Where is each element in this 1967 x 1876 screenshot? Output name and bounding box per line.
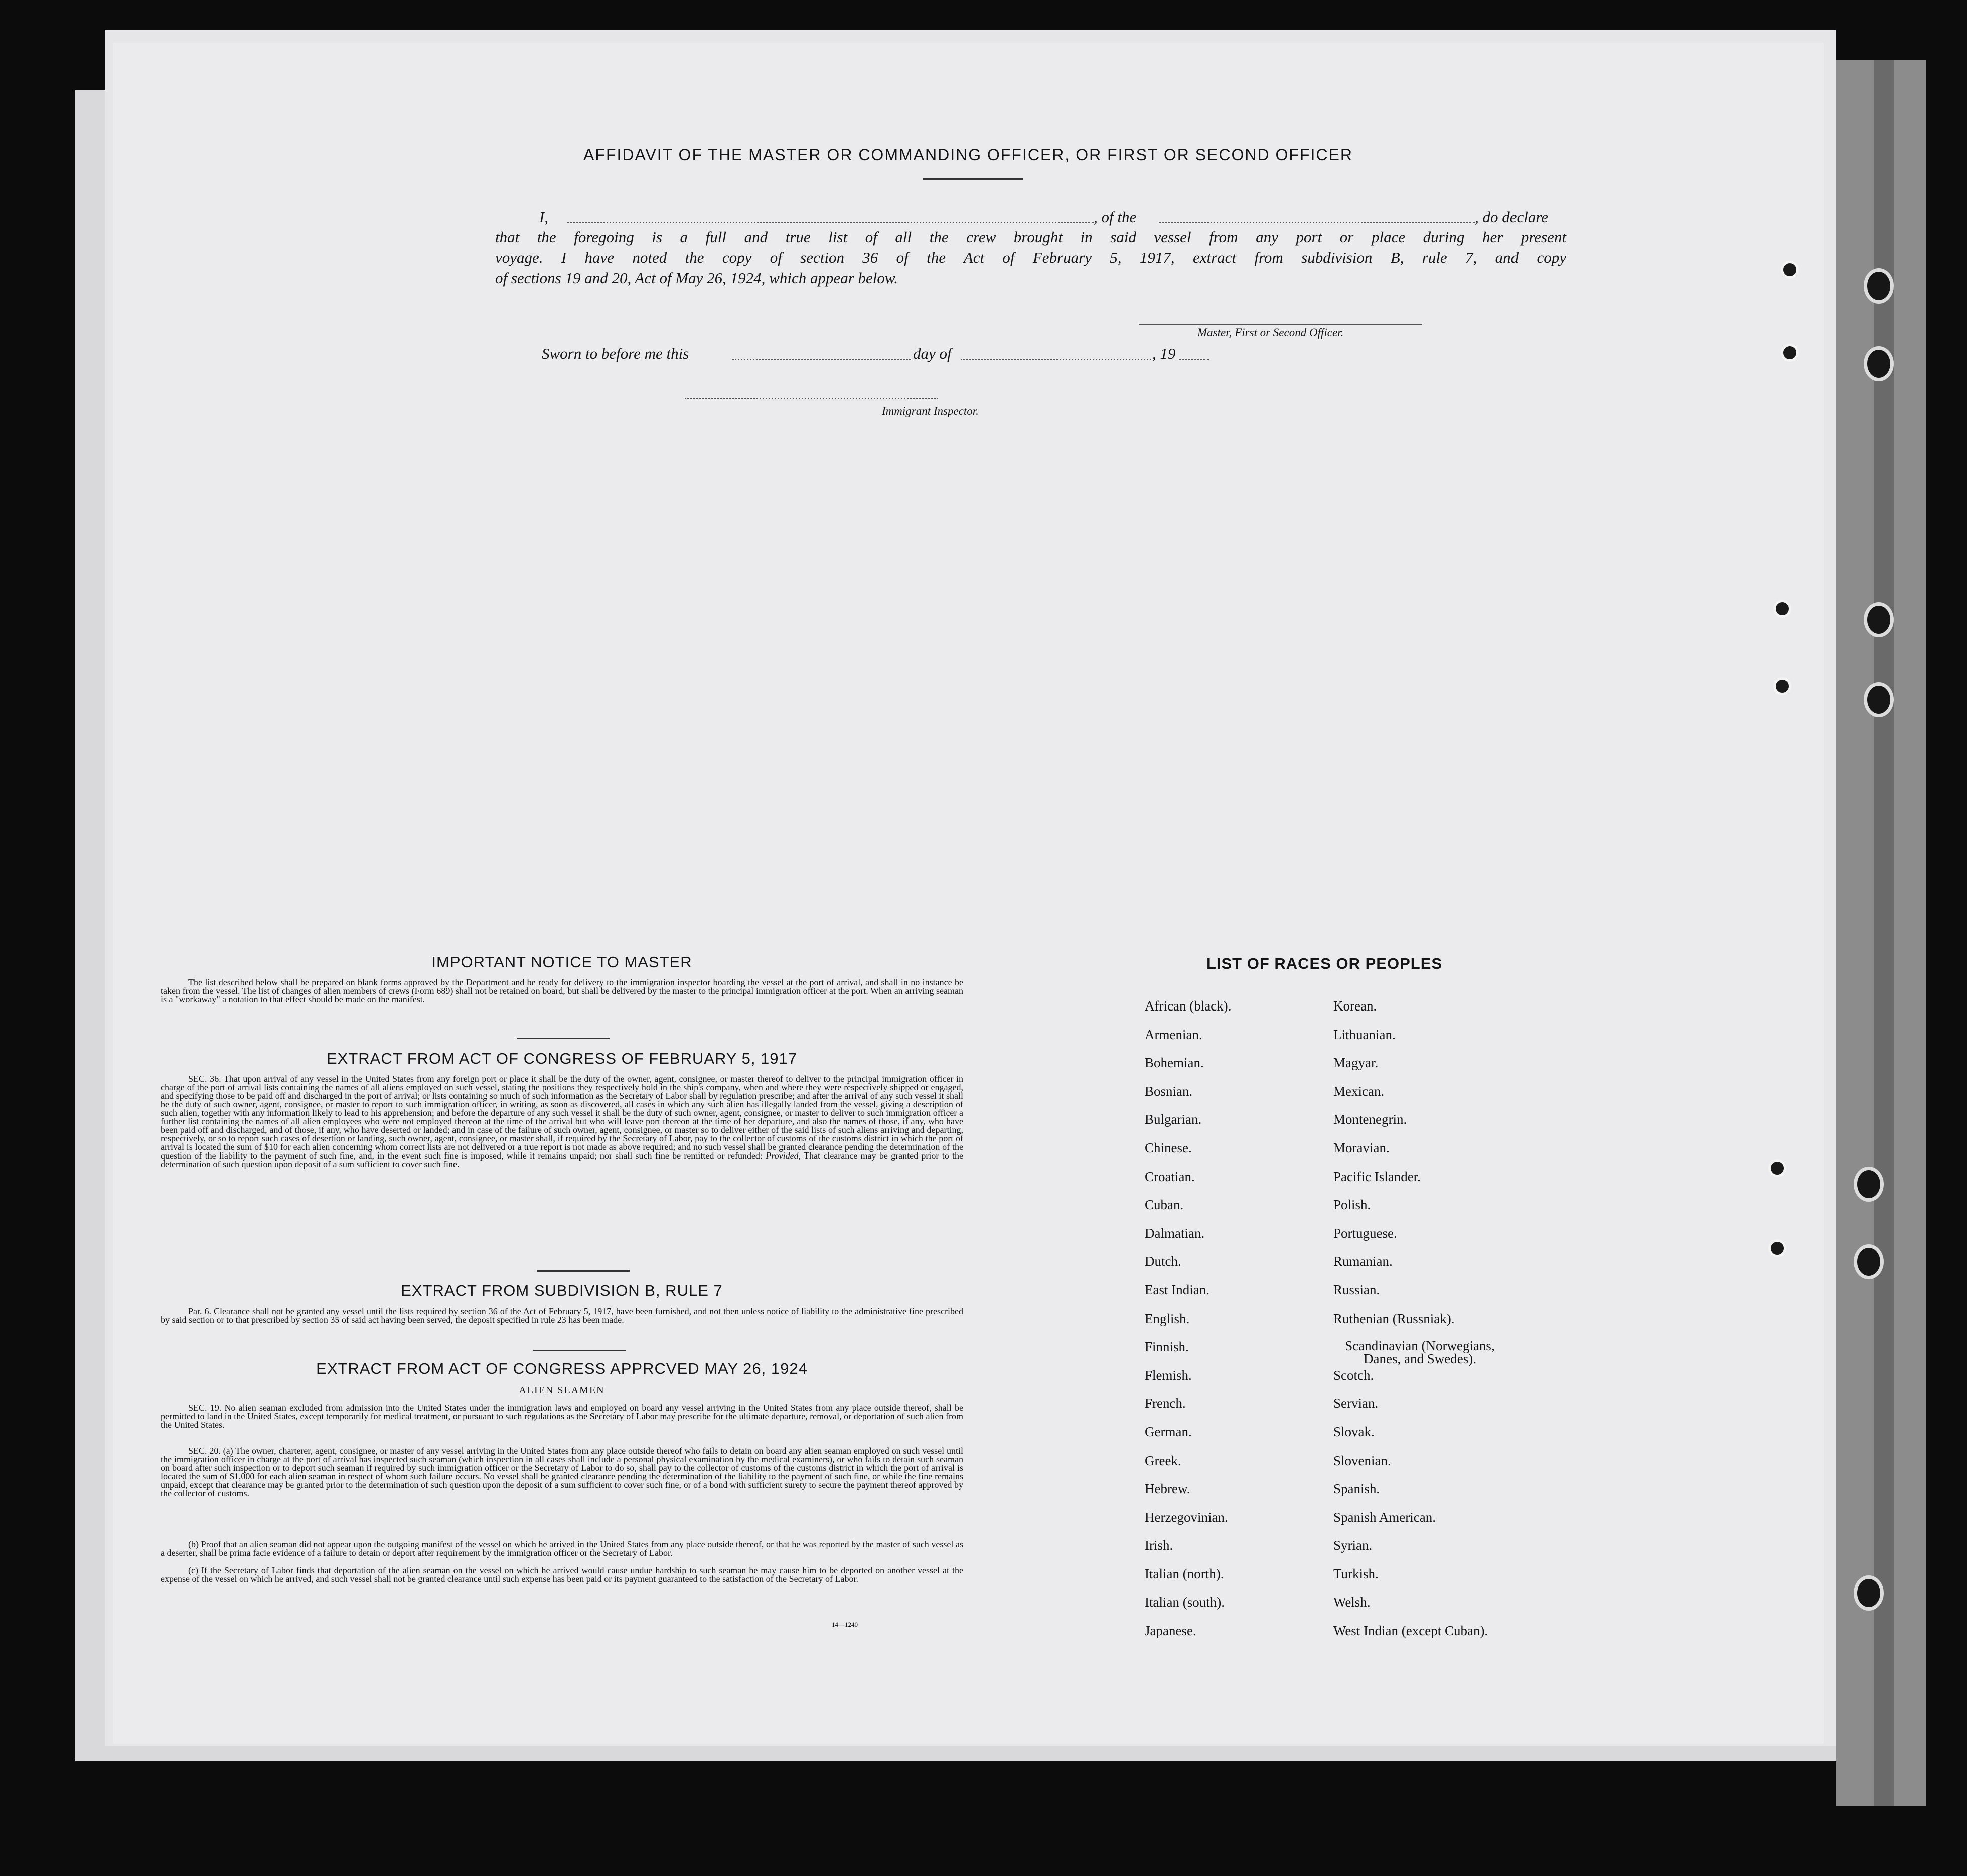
binder-spine: [1836, 60, 1926, 1806]
alien-seamen-heading: ALIEN SEAMEN: [519, 1385, 605, 1396]
race-item: Lithuanian.: [1333, 1027, 1396, 1042]
race-item: French.: [1145, 1396, 1186, 1411]
race-item: Chinese.: [1145, 1140, 1192, 1156]
race-item: German.: [1145, 1424, 1192, 1439]
race-item: Irish.: [1145, 1538, 1173, 1553]
race-item: Armenian.: [1145, 1027, 1202, 1042]
race-item: Moravian.: [1333, 1140, 1390, 1156]
binder-ring: [1864, 268, 1894, 304]
race-item: Greek.: [1145, 1453, 1181, 1468]
race-item: Slovenian.: [1333, 1453, 1391, 1468]
divider: [533, 1350, 626, 1351]
section-36-main: SEC. 36. That upon arrival of any vessel in the United States from any foreign port or place it shall be the duty of the owner, agent, consignee, or master thereof to deliver to the principal immigration officer in charge of the port of arrival lists containing the names of all aliens employed on such vessel, stating the positions they respectively hold in the ship's company, when and where they were respectively shipped or engaged, and specifying those to be paid off and discharged in the port of arrival; or lists containing so much of such information as the Secretary of Labor shall by regulation prescribe; and after the arrival of any such vessel it shall be the duty of such owner, agent, consignee, or master to report to such immigration officer, in writing, as soon as discovered, all cases in which any such alien has illegally landed from the vessel, giving a description of such alien, together with any information likely to lead to his apprehension; and before the departure of any such vessel it shall be the duty of such owner, agent, consignee, or master to deliver to such immigration officer a further list containing the names of all alien employees who were not employed thereon at the time of the arrival but who will leave port thereon at the time of her departure, and also the names of those, if any, who have been paid off and discharged, and of those, if any, who have deserted or landed; and in case of the failure of such owner, agent, consignee, or master so to deliver either of the said lists of such aliens arriving and departing, respectively, or so to report such cases of desertion or landing, such owner, agent, consignee, or master shall, if required by the Secretary of Labor, pay to the collector of customs of the customs district in which the port of arrival is located the sum of $10 for each alien concerning whom correct lists are not delivered or a true report is not made as above required; and no such vessel shall be granted clearance pending the determination of the question of the liability to the payment of such fine, and, in the event such fine is imposed, while it remains unpaid; nor shall such fine be remitted or refunded:: [161, 1074, 963, 1161]
extract-1924-title: EXTRACT FROM ACT OF CONGRESS APPRCVED MAY 26, 1924: [316, 1360, 808, 1377]
race-item: Dalmatian.: [1145, 1225, 1205, 1241]
race-item: Korean.: [1333, 998, 1377, 1014]
race-item: West Indian (except Cuban).: [1333, 1623, 1488, 1639]
race-item: Pacific Islander.: [1333, 1169, 1421, 1184]
binder-ring: [1854, 1244, 1884, 1279]
race-item: Syrian.: [1333, 1538, 1373, 1553]
affidavit-of-the: , of the: [1094, 208, 1137, 226]
race-item: Dutch.: [1145, 1254, 1181, 1269]
race-item: English.: [1145, 1311, 1190, 1326]
extract-1917-title: EXTRACT FROM ACT OF CONGRESS OF FEBRUARY 5, 1917: [326, 1050, 798, 1067]
race-item: Italian (south).: [1145, 1595, 1225, 1610]
race-item: Spanish American.: [1333, 1509, 1436, 1525]
name-blank-line: [567, 222, 1094, 223]
race-item: Scotch.: [1333, 1367, 1374, 1383]
affidavit-i: I,: [539, 208, 549, 226]
punch-hole: [1773, 677, 1791, 695]
race-item: East Indian.: [1145, 1282, 1209, 1297]
race-item: Russian.: [1333, 1282, 1380, 1297]
binder-ring: [1864, 602, 1894, 637]
binder-ring: [1854, 1575, 1884, 1611]
races-left-column: [1145, 998, 1231, 1652]
year-text: , 19: [1152, 345, 1176, 362]
section-36-text: [161, 1075, 963, 1169]
race-item: Cuban.: [1145, 1197, 1184, 1213]
punch-hole: [1773, 600, 1791, 618]
section-20c-text: (c) If the Secretary of Labor finds that deportation of the alien seaman on the vessel on which he arrived would cause undue hardship to such seaman he may cause him to be deported on another vessel at the expense of the vessel on which he arrived, and such vessel shall not be granted clearance until such expense has been paid or its payment guaranteed to the satisfaction of the Secretary of Labor.: [161, 1565, 963, 1584]
affidavit-declare: , do declare: [1475, 208, 1549, 226]
binder-ring: [1864, 346, 1894, 381]
signature-caption: Master, First or Second Officer.: [1197, 326, 1344, 339]
punch-hole: [1781, 344, 1799, 362]
races-right-column: [1333, 998, 1506, 1652]
race-item: Turkish.: [1333, 1566, 1379, 1581]
race-item: Bosnian.: [1145, 1083, 1193, 1099]
affidavit-line: of sections 19 and 20, Act of May 26, 1924, which appear below.: [495, 269, 898, 287]
form-number: 14—1240: [832, 1621, 858, 1628]
race-item: Flemish.: [1145, 1367, 1192, 1383]
race-item: Slovak.: [1333, 1424, 1375, 1439]
race-item: Servian.: [1333, 1396, 1379, 1411]
race-item: Mexican.: [1333, 1083, 1385, 1099]
race-item: Welsh.: [1333, 1595, 1371, 1610]
race-item: Spanish.: [1333, 1481, 1380, 1497]
section-36-end: That clearance may be granted prior to the determination of such question upon deposit of a sum sufficient to cover such fine.: [161, 1150, 963, 1169]
race-item: Croatian.: [1145, 1169, 1195, 1184]
vessel-blank-line: [1159, 222, 1475, 223]
rule-7-title: EXTRACT FROM SUBDIVISION B, RULE 7: [401, 1282, 723, 1300]
punch-hole: [1781, 261, 1799, 279]
punch-hole: [1768, 1159, 1786, 1177]
year-blank-line: [1179, 359, 1209, 360]
race-item: Scandinavian (Norwegians, Danes, and Swedes).: [1345, 1338, 1495, 1367]
day-blank-line: [732, 359, 911, 360]
inspector-signature-line: [685, 398, 938, 399]
race-item: Finnish.: [1145, 1339, 1189, 1355]
punch-hole: [1768, 1239, 1786, 1257]
race-item: Magyar.: [1333, 1055, 1379, 1071]
races-title: LIST OF RACES OR PEOPLES: [1206, 955, 1443, 972]
rule-7-text: Par. 6. Clearance shall not be granted any vessel until the lists required by section 36 of the Act of February 5, 1917, have been furnished, and not then unless notice of liability to the administrative fine prescribed by said section or to that prescribed by section 35 of said act having been served, the deposit specified in rule 23 has been made.: [161, 1306, 963, 1325]
month-blank-line: [961, 359, 1151, 360]
race-item: Rumanian.: [1333, 1254, 1393, 1269]
binder-ring: [1864, 682, 1894, 717]
race-item: Ruthenian (Russniak).: [1333, 1311, 1455, 1326]
sworn-text: Sworn to before me this: [542, 345, 689, 362]
affidavit-title: AFFIDAVIT OF THE MASTER OR COMMANDING OFFICER, OR FIRST OR SECOND OFFICER: [583, 146, 1353, 164]
affidavit-line: voyage. I have noted the copy of section 36 of the Act of February 5, 1917, extract from subdivision B, rule 7, and copy: [495, 249, 1566, 266]
race-item: Polish.: [1333, 1197, 1371, 1213]
section-20a-text: SEC. 20. (a) The owner, charterer, agent, consignee, or master of any vessel arriving in the United States from any place outside thereof who fails to detain on board any alien seaman employed on such vessel until the immigration officer in charge at the port of arrival has inspected such seaman (which inspection in all cases shall include a personal physical examination by the medical examiners), or who fails to detain such seaman on board after such inspection or to deport such seaman if required by such immigration officer or the Secretary of Labor to do so, shall pay to the collector of customs of the customs district in which the port of arrival is located the sum of $1,000 for each alien seaman in respect of whom such failure occurs. No vessel shall be granted clearance pending the determination of the liability to the payment of such fine, or while the fine remains unpaid, except that clearance may be granted prior to the determination of such question upon the deposit of a sum sufficient to cover such fine, or of a bond with sufficient surety to secure the payment thereof approved by the collector of customs.: [161, 1446, 963, 1498]
binder-ring: [1854, 1167, 1884, 1202]
race-item: Herzegovinian.: [1145, 1509, 1228, 1525]
divider: [923, 178, 1023, 180]
notice-title: IMPORTANT NOTICE TO MASTER: [431, 953, 692, 971]
race-item: Hebrew.: [1145, 1481, 1190, 1497]
race-item: African (black).: [1145, 998, 1232, 1014]
section-19-text: SEC. 19. No alien seaman excluded from admission into the United States under the immigration laws and employed on board any vessel arriving in the United States from any place outside thereof, shall be permitted to land in the United States, except temporarily for medical treatment, or pursuant to such regulations as the Secretary of Labor may prescribe for the ultimate departure, removal, or deportation of such alien from the United States.: [161, 1403, 963, 1430]
section-20b-text: (b) Proof that an alien seaman did not appear upon the outgoing manifest of the vessel on which he arrived in the United States from any place outside thereof, or that he was reported by the master of such vessel as a deserter, shall be prima facie evidence of a failure to detain or deport after requirement by the immigration officer or the Secretary of Labor.: [161, 1539, 963, 1558]
provided-word: Provided,: [766, 1150, 801, 1161]
divider: [517, 1038, 610, 1039]
race-item: Bulgarian.: [1145, 1112, 1202, 1127]
race-item: Montenegrin.: [1333, 1112, 1407, 1127]
race-item: Portuguese.: [1333, 1225, 1397, 1241]
race-item: Bohemian.: [1145, 1055, 1204, 1071]
race-item: Italian (north).: [1145, 1566, 1224, 1581]
inspector-caption: Immigrant Inspector.: [882, 405, 979, 417]
race-item: Japanese.: [1145, 1623, 1196, 1639]
manifest-page: [113, 43, 1824, 1744]
affidavit-line: that the foregoing is a full and true list of all the crew brought in said vessel from any port or place during her present: [495, 228, 1566, 246]
notice-text: The list described below shall be prepared on blank forms approved by the Department and be ready for delivery to the immigration inspector boarding the vessel at the port of arrival, and shall in no instance be taken from the vessel. The list of changes of alien members of crews (Form 689) shall not be retained on board, but shall be delivered by the master to the principal immigration officer at the port. When an arriving seaman is a "workaway" a notation to that effect should be made on the manifest.: [161, 977, 963, 1004]
divider: [537, 1270, 630, 1272]
day-of-text: day of: [913, 345, 952, 362]
signature-line: [1139, 324, 1422, 325]
